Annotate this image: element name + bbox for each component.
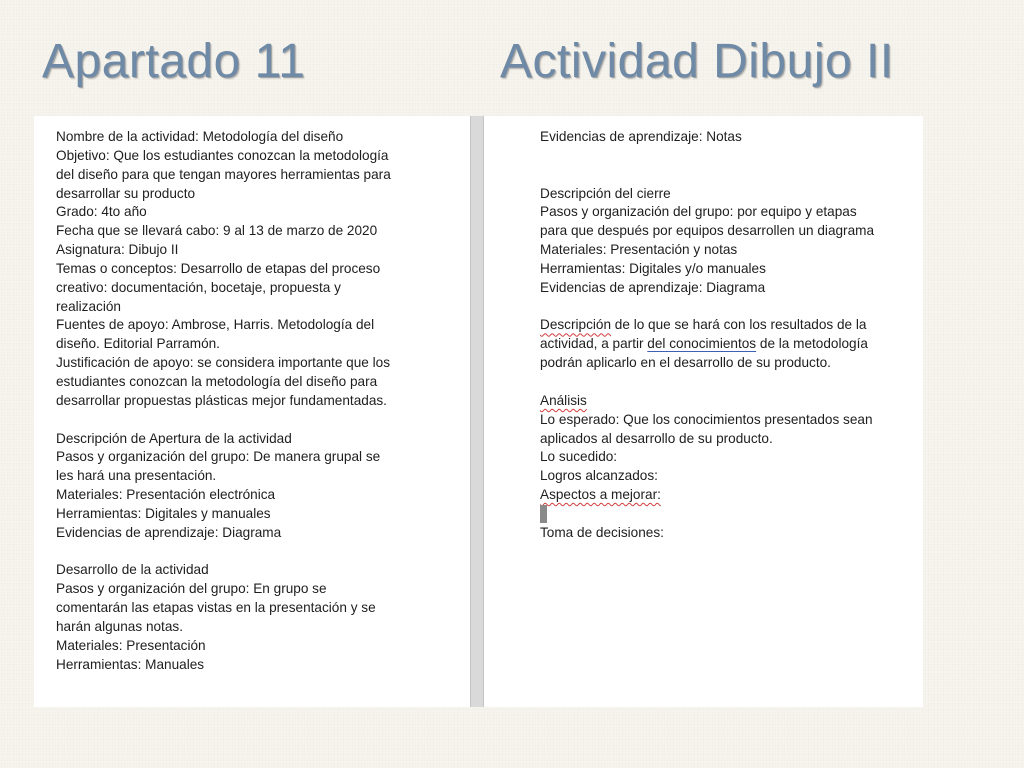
left-page-text (56, 128, 470, 674)
text-line: Herramientas: Manuales (56, 656, 205, 672)
text-line: Temas o conceptos: Desarrollo de etapas del proceso (56, 260, 381, 276)
blank-line (540, 166, 923, 185)
cierre-pasos-line: para que después por equipos desarrollen un diagrama (540, 223, 875, 239)
resultados-line (540, 316, 923, 335)
activity-title: Actividad Dibujo II (500, 35, 894, 88)
spellcheck-word: Análisis (540, 392, 587, 408)
text-line: Desarrollo de la actividad (56, 562, 209, 578)
text-line: Asignatura: Dibujo II (56, 242, 179, 258)
editable-line[interactable] (540, 505, 923, 524)
text-line: Evidencias de aprendizaje: Diagrama (56, 524, 282, 540)
text-line: harán algunas notas. (56, 618, 183, 634)
text-line: Objetivo: Que los estudiantes conozcan la metodología (56, 147, 389, 163)
text-line: les hará una presentación. (56, 468, 217, 484)
document-viewer (34, 116, 923, 707)
text-line: Materiales: Presentación (56, 637, 206, 653)
spellcheck-word: Descripción (540, 317, 612, 333)
text-run: de lo que se hará con los resultados de la (611, 317, 867, 333)
text-line: estudiantes conozcan la metodología del diseño para (56, 373, 378, 389)
esperado-line: aplicados al desarrollo de su producto. (540, 430, 773, 446)
blank-line (56, 411, 470, 430)
resultados-line (540, 335, 923, 354)
decisiones-line: Toma de decisiones: (540, 524, 664, 540)
text-line: Nombre de la actividad: Metodología del diseño (56, 129, 344, 144)
text-line: del diseño para que tengan mayores herramientas para (56, 166, 391, 182)
blank-line (540, 298, 923, 317)
esperado-line: Lo esperado: Que los conocimientos presentados sean (540, 411, 873, 427)
text-line: creativo: documentación, bocetaje, propuesta y (56, 279, 341, 295)
document-page-left (34, 116, 470, 707)
text-line: Herramientas: Digitales y manuales (56, 505, 271, 521)
cierre-evidencias-line: Evidencias de aprendizaje: Diagrama (540, 279, 766, 295)
text-cursor (540, 505, 547, 523)
evidencias-notas-line: Evidencias de aprendizaje: Notas (540, 129, 742, 144)
blank-line (56, 543, 470, 562)
text-line: comentarán las etapas vistas en la presentación y se (56, 600, 376, 616)
logros-line: Logros alcanzados: (540, 468, 658, 484)
cierre-materiales-line: Materiales: Presentación y notas (540, 242, 738, 258)
text-line: desarrollar propuestas plásticas mejor fundamentadas. (56, 392, 387, 408)
grammar-flagged-phrase: del conocimientos (647, 336, 757, 352)
cierre-herramientas-line: Herramientas: Digitales y/o manuales (540, 260, 766, 276)
spellcheck-phrase: Aspectos a mejorar: (540, 487, 661, 503)
cierre-pasos-line: Pasos y organización del grupo: por equipo y etapas (540, 204, 857, 220)
text-line: Descripción de Apertura de la actividad (56, 430, 292, 446)
text-line: Fuentes de apoyo: Ambrose, Harris. Metodología del (56, 317, 375, 333)
aspectos-line (540, 486, 923, 505)
section-title: Apartado 11 (42, 35, 306, 88)
resultados-line: podrán aplicarlo en el desarrollo de su producto. (540, 355, 831, 371)
text-run: actividad, a partir (540, 336, 648, 352)
text-line: Justificación de apoyo: se considera importante que los (56, 355, 390, 371)
text-line: desarrollar su producto (56, 185, 196, 201)
cierre-heading: Descripción del cierre (540, 185, 671, 201)
text-line: Pasos y organización del grupo: De manera grupal se (56, 449, 381, 465)
sucedido-line: Lo sucedido: (540, 449, 618, 465)
text-line: Fecha que se llevará cabo: 9 al 13 de marzo de 2020 (56, 223, 378, 239)
text-run: de la metodología (756, 336, 868, 352)
document-page-right (484, 116, 923, 707)
blank-line (540, 147, 923, 166)
text-line: Materiales: Presentación electrónica (56, 487, 276, 503)
text-line: realización (56, 298, 121, 314)
text-line: diseño. Editorial Parramón. (56, 336, 220, 352)
text-line: Grado: 4to año (56, 204, 147, 220)
analisis-heading (540, 392, 923, 411)
blank-line (540, 373, 923, 392)
page-separator (470, 116, 484, 707)
text-line: Pasos y organización del grupo: En grupo se (56, 581, 327, 597)
